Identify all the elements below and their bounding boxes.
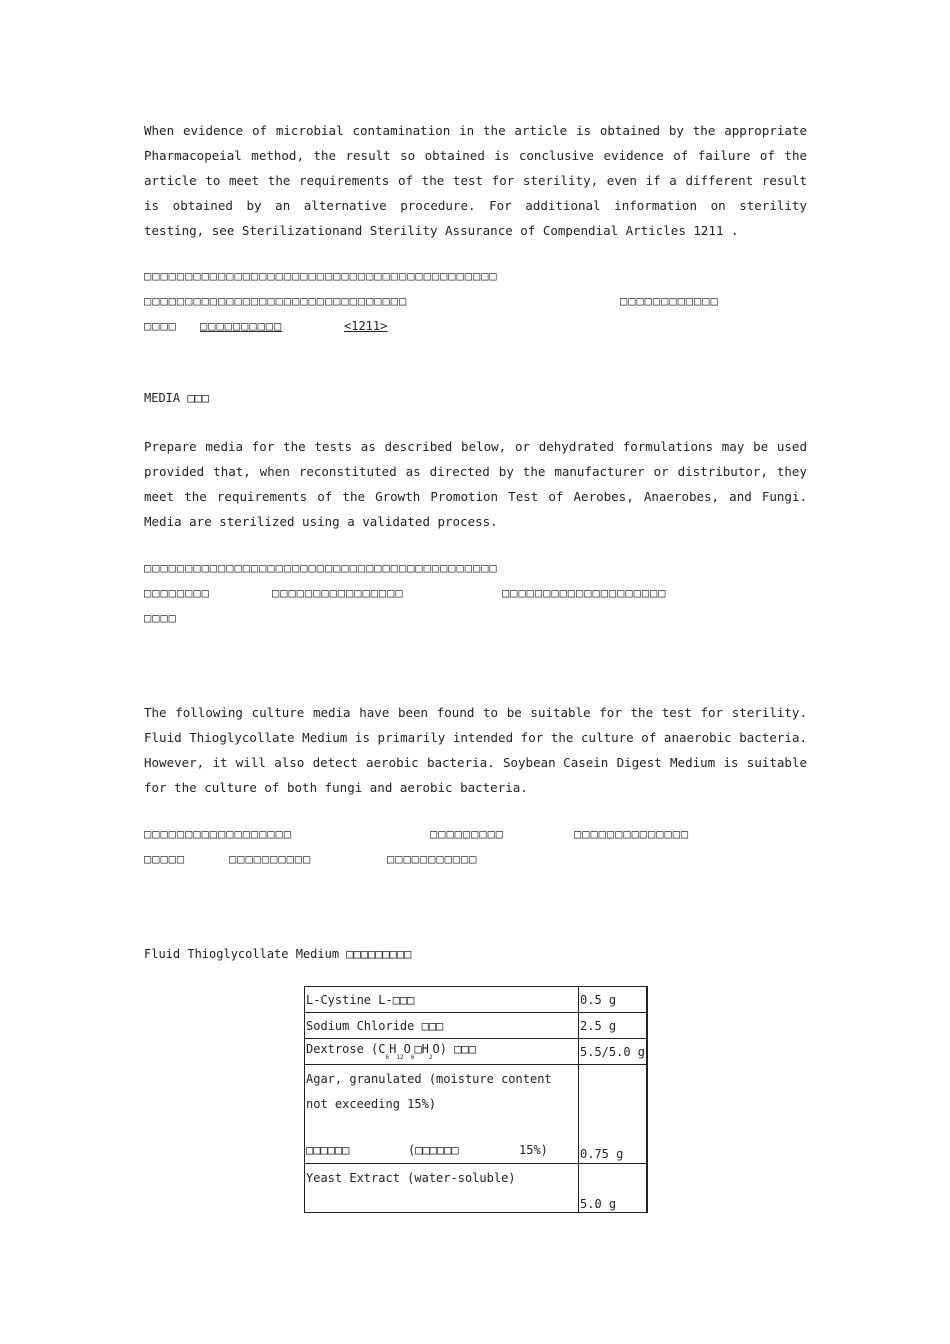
ingredient-name: L-Cystine L-□□□ xyxy=(305,987,579,1013)
cn-line: □□□□□□□□□□□□□□□□ xyxy=(272,586,404,600)
ingredient-name: Agar, granulated (moisture content not exceeding 15%) □□□□□□ (□□□□□□ 15%) xyxy=(305,1065,579,1164)
ingredient-quantity: 5.5/5.0 g xyxy=(579,1039,648,1065)
paragraph-prepare-media: Prepare media for the tests as described below, or dehydrated formulations may be used provided that, when reconstituted as directed by the manufacturer or distributor, they meet the requirements of the Growth Promotion Test of Aerobes, Anaerobes, and Fungi. Media are sterilized using a validated process. xyxy=(144,439,807,529)
cn-line: □□□□□□□□□□□□□□ xyxy=(574,827,690,841)
ingredient-quantity: 2.5 g xyxy=(579,1013,648,1039)
cn-line: □□□□□□□□□□□□□□□□□□□□ xyxy=(502,586,667,600)
cn-line: □□□□□□□□□□□□□□□□□□ xyxy=(144,827,293,841)
ingredient-name: Sodium Chloride □□□ xyxy=(305,1013,579,1039)
media-composition-table xyxy=(304,986,648,1213)
paragraph-culture-media: The following culture media have been found to be suitable for the test for sterility. Fluid Thioglycollate Medium is primarily intended for the culture of anaerobic bacteria. However, it will also detect aerobic bacteria. Soybean Casein Digest Medium is suitable for the culture of both fungi and aerobic bacteria. xyxy=(144,705,807,795)
ingredient-quantity: 0.5 g xyxy=(579,987,648,1013)
cn-line: □□□□□ xyxy=(144,852,186,866)
cn-line: □□□□□□□□□ xyxy=(430,827,505,841)
table-heading: Fluid Thioglycollate Medium □□□□□□□□□ xyxy=(144,947,412,961)
cn-line: □□□□□□□□□□ xyxy=(229,852,312,866)
paragraph-sterility-evidence: When evidence of microbial contamination in the article is obtained by the appropriate Pharmacopeial method, the result so obtained is conclusive evidence of failure of the article to meet the requirements of the test for sterility, even if a different result is obtained by an alternative procedure. For additional information on sterility testing, see Sterilizationand Sterility Assurance of Compendial Articles 1211 . xyxy=(144,123,807,238)
cn-line: □□□□□□□□ xyxy=(144,586,210,600)
cn-line: □□□□□□□□□□□□□□□□□□□□□□□□□□□□□□□□□□□□□□□□□□□ xyxy=(144,561,498,575)
cn-line: □□□□□□□□□□□□ xyxy=(620,294,719,308)
cn-line: □□□□ xyxy=(144,319,177,333)
section-heading-media: MEDIA □□□ xyxy=(144,391,210,405)
ingredient-quantity: 0.75 g xyxy=(579,1065,648,1164)
table-row xyxy=(305,1039,648,1065)
table-row xyxy=(305,1065,648,1164)
table-row xyxy=(305,1164,648,1213)
cn-line: □□□□□□□□□□□ xyxy=(387,852,478,866)
table-row xyxy=(305,1013,648,1039)
table-row xyxy=(305,987,648,1013)
cn-reference-link: □□□□□□□□□□ xyxy=(200,319,283,333)
cn-line: □□□□ xyxy=(144,611,177,625)
ingredient-name: Yeast Extract (water-soluble) xyxy=(305,1164,579,1213)
ingredient-name: Dextrose $(C_6H_{12}O_6□H_2O)$ □□□ xyxy=(305,1039,579,1065)
cn-line: □□□□□□□□□□□□□□□□□□□□□□□□□□□□□□□□ xyxy=(144,294,408,308)
ingredient-quantity: 5.0 g xyxy=(579,1164,648,1213)
cn-line: □□□□□□□□□□□□□□□□□□□□□□□□□□□□□□□□□□□□□□□□□□□ xyxy=(144,269,498,283)
chapter-reference: <1211> xyxy=(344,319,388,333)
